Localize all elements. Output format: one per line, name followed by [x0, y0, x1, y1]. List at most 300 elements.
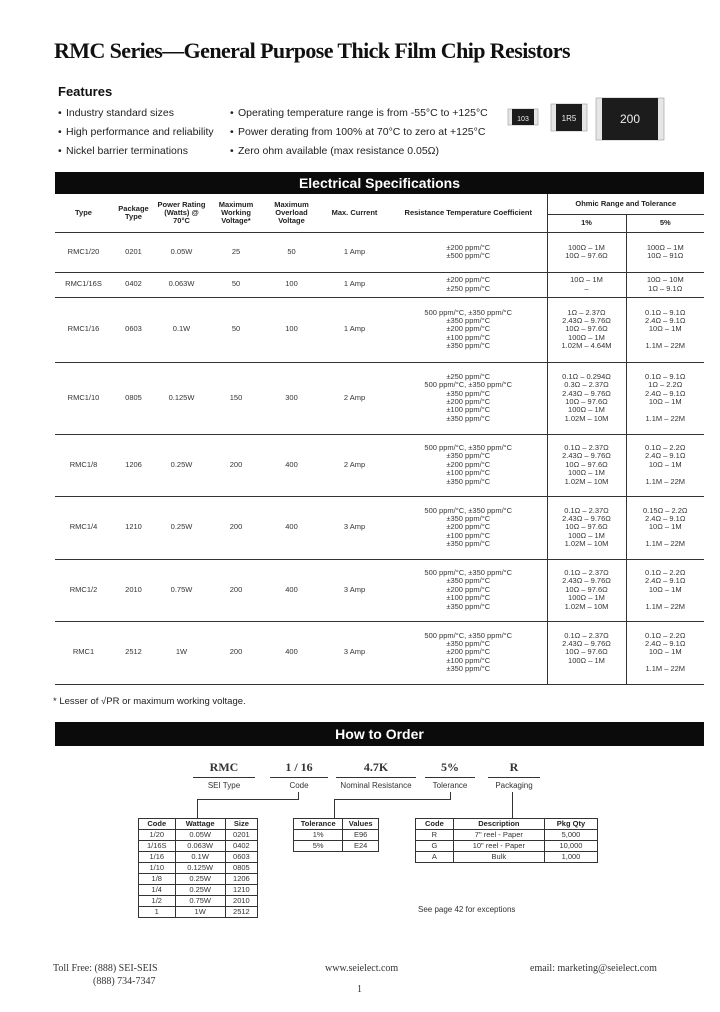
header-tc: Resistance Temperature Coefficient — [390, 194, 547, 232]
cell-voltage: 200 — [208, 559, 264, 621]
packaging-table-header: Pkg Qty — [544, 819, 597, 830]
cell-range-5pct — [626, 362, 704, 434]
spec-line: ±350 ppm/°C — [446, 341, 491, 351]
spec-line: 10Ω – 97.6Ω — [565, 397, 608, 406]
cell-range-5pct — [626, 496, 704, 559]
spec-line: 10Ω – 1M — [570, 275, 603, 285]
electrical-specifications-table — [55, 194, 704, 685]
packaging-row-cell: 10" reel - Paper — [453, 841, 544, 852]
spec-line: 2.43Ω – 9.76Ω — [562, 576, 611, 586]
chip-label: 1R5 — [561, 114, 577, 123]
cell-tc — [390, 434, 547, 496]
order-code-underline — [488, 777, 540, 778]
order-label-resistance: Nominal Resistance — [340, 781, 412, 790]
tolerance-row-cell: 1% — [294, 830, 343, 841]
spec-line: 0.15Ω – 2.2Ω — [642, 505, 688, 515]
cell-range-1pct — [547, 362, 626, 434]
code-row — [139, 907, 258, 918]
code-row — [139, 885, 258, 896]
spec-line: 2.43Ω – 9.76Ω — [562, 388, 611, 398]
cell-current: 1 Amp — [319, 272, 390, 297]
footnote: * Lesser of √PR or maximum working voltage. — [53, 696, 246, 707]
spec-line: ±100 ppm/°C — [446, 332, 491, 342]
code-row-cell: 0402 — [225, 841, 257, 852]
spec-row — [55, 297, 704, 362]
code-table-header: Size — [225, 819, 257, 830]
code-row-cell: 1/16S — [139, 841, 176, 852]
spec-line: 1Ω – 9.1Ω — [648, 283, 683, 293]
cell-current: 1 Amp — [319, 297, 390, 362]
footer-website-link[interactable]: www.seielect.com — [325, 963, 399, 974]
code-row-cell: 0201 — [225, 830, 257, 841]
code-row-cell: 1/16 — [139, 852, 176, 863]
spec-line: 500 ppm/°C, ±350 ppm/°C — [424, 307, 513, 317]
code-row-cell: 0.25W — [175, 874, 225, 885]
page-title: RMC Series—General Purpose Thick Film Chip Resistors — [54, 38, 570, 63]
cell-voltage: 200 — [208, 496, 264, 559]
exceptions-note: See page 42 for exceptions — [418, 905, 516, 914]
spec-row — [55, 434, 704, 496]
spec-line: ±350 ppm/°C — [446, 664, 491, 674]
feature-item: • Nickel barrier terminations — [58, 145, 188, 157]
spec-line: 2.4Ω – 9.1Ω — [645, 451, 686, 461]
spec-line: 10Ω – 1M — [648, 647, 682, 657]
spec-line: 500 ppm/°C, ±350 ppm/°C — [424, 380, 513, 390]
chip-label: 200 — [619, 112, 641, 126]
cell-voltage: 50 — [208, 272, 264, 297]
cell-tc — [390, 559, 547, 621]
spec-line: ±200 ppm/°C — [446, 275, 491, 285]
cell-package: 2010 — [112, 559, 155, 621]
code-row — [139, 852, 258, 863]
spec-line: 100Ω – 1M — [568, 655, 605, 665]
cell-power: 0.063W — [155, 272, 208, 297]
packaging-table-header: Description — [453, 819, 544, 830]
header-package: Package Type — [112, 194, 155, 232]
cell-range-1pct — [547, 434, 626, 496]
connector-line — [334, 799, 335, 818]
cell-range-5pct — [626, 434, 704, 496]
cell-voltage: 25 — [208, 232, 264, 272]
spec-line: ±350 ppm/°C — [446, 601, 491, 611]
cell-type: RMC1/20 — [55, 232, 112, 272]
packaging-row-cell: 10,000 — [544, 841, 597, 852]
code-row-cell: 1210 — [225, 885, 257, 896]
spec-line — [549, 665, 625, 673]
spec-line: 0.1Ω – 2.37Ω — [564, 568, 609, 578]
spec-line: ±100 ppm/°C — [446, 655, 491, 665]
spec-line: 10Ω – 91Ω — [647, 251, 684, 260]
code-row-cell: 0.25W — [175, 885, 225, 896]
spec-line: 0.1Ω – 2.37Ω — [564, 443, 609, 453]
packaging-row-cell: 1,000 — [544, 852, 597, 863]
spec-line: 1.02M – 10M — [564, 413, 609, 423]
code-row — [139, 896, 258, 907]
spec-line: 1.02M – 10M — [564, 539, 609, 549]
order-code-code: 1 / 16 — [285, 760, 313, 774]
tolerance-row-cell: 5% — [294, 841, 343, 852]
spec-line: 1.1M – 22M — [645, 341, 686, 351]
spec-line: ±350 ppm/°C — [446, 413, 491, 423]
cell-power: 0.125W — [155, 362, 208, 434]
cell-power: 0.25W — [155, 496, 208, 559]
spec-line: 10Ω – 10M — [646, 275, 684, 285]
spec-line: ±200 ppm/°C — [446, 242, 491, 252]
footer-phone: (888) 734-7347 — [93, 976, 156, 987]
cell-overload: 100 — [264, 272, 319, 297]
feature-item: • Operating temperature range is from -55°C to +125°C — [230, 107, 488, 119]
cell-package: 0201 — [112, 232, 155, 272]
packaging-table — [415, 818, 598, 863]
spec-line: ±200 ppm/°C — [446, 647, 491, 657]
code-row-cell: 0603 — [225, 852, 257, 863]
cell-power: 1W — [155, 621, 208, 684]
spec-line: 10Ω – 1M — [648, 522, 682, 532]
spec-line: 1Ω – 2.2Ω — [648, 380, 683, 390]
feature-text: Zero ohm available (max resistance 0.05Ω) — [238, 145, 440, 157]
spec-line: ±350 ppm/°C — [446, 451, 491, 461]
cell-voltage: 150 — [208, 362, 264, 434]
cell-range-1pct — [547, 272, 626, 297]
feature-item: • Zero ohm available (max resistance 0.05Ω) — [230, 145, 440, 157]
cell-tc — [390, 621, 547, 684]
spec-row — [55, 621, 704, 684]
tolerance-table-header: Values — [343, 819, 379, 830]
code-row-cell: 1/8 — [139, 874, 176, 885]
cell-package: 0805 — [112, 362, 155, 434]
code-row — [139, 841, 258, 852]
packaging-row-cell: G — [416, 841, 454, 852]
spec-line: 1.02M – 10M — [564, 476, 609, 486]
cell-overload: 400 — [264, 496, 319, 559]
spec-line: 1.1M – 22M — [645, 476, 686, 486]
order-label-packaging: Packaging — [495, 781, 533, 790]
spec-line: ±350 ppm/°C — [446, 638, 491, 648]
header-power: Power Rating (Watts) @ 70°C — [155, 194, 208, 232]
code-row-cell: 2512 — [225, 907, 257, 918]
code-row-cell: 0.05W — [175, 830, 225, 841]
code-row-cell: 1/4 — [139, 885, 176, 896]
spec-line: 10Ω – 1M — [648, 459, 682, 469]
spec-line: 1.02M – 4.64M — [561, 341, 612, 351]
packaging-row-cell: A — [416, 852, 454, 863]
tolerance-row — [294, 830, 379, 841]
cell-power: 0.75W — [155, 559, 208, 621]
tolerance-row-cell: E24 — [343, 841, 379, 852]
cell-overload: 50 — [264, 232, 319, 272]
header-type: Type — [55, 194, 112, 232]
cell-tc — [390, 232, 547, 272]
spec-line: 1.02M – 10M — [564, 601, 609, 611]
spec-line: 10Ω – 97.6Ω — [565, 459, 608, 469]
spec-line: 0.1Ω – 2.37Ω — [564, 505, 609, 515]
order-code-sei-type: RMC — [209, 760, 239, 774]
spec-line: 0.3Ω – 2.37Ω — [564, 380, 609, 390]
spec-line: 500 ppm/°C, ±350 ppm/°C — [424, 505, 513, 515]
tolerance-row-cell: E96 — [343, 830, 379, 841]
order-code-underline — [336, 777, 416, 778]
spec-line: 100Ω – 1M — [646, 242, 684, 252]
spec-line: 0.1Ω – 2.2Ω — [645, 568, 686, 578]
spec-line: ±100 ppm/°C — [446, 468, 491, 478]
order-code-tolerance: 5% — [441, 760, 459, 774]
spec-line: 10Ω – 97.6Ω — [565, 522, 608, 532]
code-row-cell: 1W — [175, 907, 225, 918]
code-row-cell: 0.75W — [175, 896, 225, 907]
cell-overload: 300 — [264, 362, 319, 434]
spec-line: 2.4Ω – 9.1Ω — [645, 315, 686, 325]
cell-overload: 100 — [264, 297, 319, 362]
spec-line: 500 ppm/°C, ±350 ppm/°C — [424, 630, 513, 640]
cell-type: RMC1 — [55, 621, 112, 684]
code-row-cell: 0.125W — [175, 863, 225, 874]
spec-line: ±250 ppm/°C — [446, 283, 491, 293]
spec-line: 1.1M – 22M — [645, 413, 686, 423]
spec-line: 0.1Ω – 9.1Ω — [645, 307, 686, 317]
spec-line: ±350 ppm/°C — [446, 513, 491, 523]
cell-range-5pct — [626, 232, 704, 272]
order-code-underline — [193, 777, 255, 778]
tolerance-table — [293, 818, 379, 852]
spec-line: 10Ω – 97.6Ω — [565, 584, 608, 594]
spec-line: ±500 ppm/°C — [446, 251, 491, 260]
code-table-header: Wattage — [175, 819, 225, 830]
cell-type: RMC1/16S — [55, 272, 112, 297]
spec-line: ±100 ppm/°C — [446, 405, 491, 415]
cell-package: 0603 — [112, 297, 155, 362]
cell-range-1pct — [547, 496, 626, 559]
spec-line: – — [584, 283, 589, 293]
packaging-row-cell: Bulk — [453, 852, 544, 863]
order-code-packaging: R — [509, 760, 519, 774]
chip-resistors-image — [502, 96, 670, 144]
cell-type: RMC1/16 — [55, 297, 112, 362]
spec-line: 2.43Ω – 9.76Ω — [562, 513, 611, 523]
spec-line: 1Ω – 2.37Ω — [567, 307, 606, 317]
cell-range-5pct — [626, 272, 704, 297]
spec-line: 500 ppm/°C, ±350 ppm/°C — [424, 568, 513, 578]
spec-line: 10Ω – 1M — [648, 324, 682, 334]
features-heading: Features — [58, 84, 113, 99]
spec-line: 100Ω – 1M — [568, 468, 605, 478]
cell-overload: 400 — [264, 621, 319, 684]
cell-range-1pct — [547, 559, 626, 621]
spec-line: 100Ω – 1M — [568, 332, 605, 342]
spec-line: 10Ω – 97.6Ω — [565, 324, 608, 334]
header-tol-5: 5% — [626, 214, 704, 232]
header-tol-1: 1% — [547, 214, 626, 232]
feature-text: Nickel barrier terminations — [66, 145, 188, 157]
cell-type: RMC1/10 — [55, 362, 112, 434]
spec-line: 2.43Ω – 9.76Ω — [562, 315, 611, 325]
code-row-cell: 1/2 — [139, 896, 176, 907]
spec-row — [55, 362, 704, 434]
spec-line: 10Ω – 1M — [648, 397, 682, 406]
code-row-cell: 1/20 — [139, 830, 176, 841]
header-max-voltage: Maximum Working Voltage* — [208, 194, 264, 232]
cell-tc — [390, 272, 547, 297]
cell-range-5pct — [626, 297, 704, 362]
spec-line: ±200 ppm/°C — [446, 324, 491, 334]
spec-line: ±250 ppm/°C — [446, 371, 491, 381]
feature-text: Operating temperature range is from -55°C to +125°C — [238, 107, 488, 119]
packaging-row-cell: R — [416, 830, 454, 841]
order-label-code: Code — [289, 781, 309, 790]
feature-item: • Industry standard sizes — [58, 107, 174, 119]
spec-line: ±100 ppm/°C — [446, 593, 491, 603]
electrical-specifications-header: Electrical Specifications — [55, 172, 704, 194]
header-overload: Maximum Overload Voltage — [264, 194, 319, 232]
cell-package: 0402 — [112, 272, 155, 297]
code-row-cell: 1206 — [225, 874, 257, 885]
cell-package: 2512 — [112, 621, 155, 684]
chip-label: 103 — [517, 116, 529, 123]
cell-voltage: 200 — [208, 621, 264, 684]
cell-current: 2 Amp — [319, 434, 390, 496]
spec-line: ±350 ppm/°C — [446, 576, 491, 586]
connector-line — [298, 792, 299, 799]
code-row-cell: 1 — [139, 907, 176, 918]
connector-line — [197, 799, 198, 818]
spec-line: 2.43Ω – 9.76Ω — [562, 638, 611, 648]
spec-line: 500 ppm/°C, ±350 ppm/°C — [424, 443, 513, 453]
order-code-underline — [425, 777, 475, 778]
spec-line: ±350 ppm/°C — [446, 388, 491, 398]
spec-line: 0.1Ω – 9.1Ω — [645, 371, 686, 381]
how-to-order-header: How to Order — [55, 722, 704, 746]
spec-line: ±350 ppm/°C — [446, 315, 491, 325]
packaging-table-header: Code — [416, 819, 454, 830]
spec-line: 2.43Ω – 9.76Ω — [562, 451, 611, 461]
spec-line: 2.4Ω – 9.1Ω — [645, 576, 686, 586]
spec-line: ±350 ppm/°C — [446, 539, 491, 549]
code-row-cell: 0805 — [225, 863, 257, 874]
cell-power: 0.05W — [155, 232, 208, 272]
code-row-cell: 1/10 — [139, 863, 176, 874]
cell-type: RMC1/2 — [55, 559, 112, 621]
spec-line: 10Ω – 1M — [648, 584, 682, 594]
footer-tollfree: Toll Free: (888) SEI-SEIS — [53, 963, 158, 974]
feature-text: Industry standard sizes — [66, 107, 174, 119]
spec-line: ±200 ppm/°C — [446, 397, 491, 406]
spec-line: ±350 ppm/°C — [446, 476, 491, 486]
cell-range-1pct — [547, 621, 626, 684]
spec-line: 1.1M – 22M — [645, 601, 686, 611]
spec-row — [55, 496, 704, 559]
code-row — [139, 874, 258, 885]
packaging-row-cell: 5,000 — [544, 830, 597, 841]
connector-line — [450, 792, 451, 799]
spec-line: 2.4Ω – 9.1Ω — [645, 638, 686, 648]
cell-package: 1206 — [112, 434, 155, 496]
order-label-sei-type: SEI Type — [207, 781, 241, 790]
cell-overload: 400 — [264, 434, 319, 496]
spec-line: 1.1M – 22M — [645, 664, 686, 674]
cell-current: 2 Amp — [319, 362, 390, 434]
cell-range-1pct — [547, 232, 626, 272]
spec-line: 0.1Ω – 2.2Ω — [645, 443, 686, 453]
tolerance-table-header: Tolerance — [294, 819, 343, 830]
code-table — [138, 818, 258, 918]
packaging-row — [416, 830, 598, 841]
order-code-resistance: 4.7K — [363, 760, 389, 774]
cell-current: 3 Amp — [319, 496, 390, 559]
packaging-row — [416, 841, 598, 852]
spec-line: 10Ω – 97.6Ω — [565, 251, 608, 260]
cell-type: RMC1/4 — [55, 496, 112, 559]
packaging-row-cell: 7" reel - Paper — [453, 830, 544, 841]
cell-range-5pct — [626, 559, 704, 621]
order-code-underline — [270, 777, 328, 778]
cell-voltage: 200 — [208, 434, 264, 496]
spec-line: 0.1Ω – 2.37Ω — [564, 630, 609, 640]
spec-row — [55, 559, 704, 621]
cell-range-1pct — [547, 297, 626, 362]
spec-line: ±200 ppm/°C — [446, 584, 491, 594]
connector-line — [512, 792, 513, 818]
cell-overload: 400 — [264, 559, 319, 621]
cell-tc — [390, 362, 547, 434]
cell-package: 1210 — [112, 496, 155, 559]
code-row-cell: 0.063W — [175, 841, 225, 852]
feature-item: • High performance and reliability — [58, 126, 214, 138]
feature-item: • Power derating from 100% at 70°C to zero at +125°C — [230, 126, 486, 138]
code-row — [139, 863, 258, 874]
spec-line: 100Ω – 1M — [568, 593, 605, 603]
spec-line: ±100 ppm/°C — [446, 530, 491, 540]
connector-line — [197, 799, 299, 800]
code-row — [139, 830, 258, 841]
spec-line: 100Ω – 1M — [568, 530, 605, 540]
spec-row — [55, 272, 704, 297]
spec-line: 1.1M – 22M — [645, 539, 686, 549]
cell-tc — [390, 496, 547, 559]
order-label-tolerance: Tolerance — [432, 781, 468, 790]
cell-range-5pct — [626, 621, 704, 684]
cell-power: 0.25W — [155, 434, 208, 496]
cell-current: 3 Amp — [319, 559, 390, 621]
cell-power: 0.1W — [155, 297, 208, 362]
spec-line: ±200 ppm/°C — [446, 522, 491, 532]
spec-line: 10Ω – 97.6Ω — [565, 647, 608, 657]
spec-row — [55, 232, 704, 272]
spec-line: 0.1Ω – 0.294Ω — [562, 371, 611, 381]
page-number: 1 — [357, 984, 362, 995]
code-row-cell: 0.1W — [175, 852, 225, 863]
cell-current: 3 Amp — [319, 621, 390, 684]
header-current: Max. Current — [319, 194, 390, 232]
spec-line: 100Ω – 1M — [568, 242, 605, 252]
header-ohmic: Ohmic Range and Tolerance — [547, 194, 704, 214]
code-table-header: Code — [139, 819, 176, 830]
spec-line: 0.1Ω – 2.2Ω — [645, 630, 686, 640]
spec-line: 2.4Ω – 9.1Ω — [645, 388, 686, 398]
cell-tc — [390, 297, 547, 362]
feature-text: Power derating from 100% at 70°C to zero at +125°C — [238, 126, 486, 138]
cell-voltage: 50 — [208, 297, 264, 362]
packaging-row — [416, 852, 598, 863]
feature-text: High performance and reliability — [66, 126, 214, 138]
spec-line: 2.4Ω – 9.1Ω — [645, 513, 686, 523]
footer-email-link[interactable]: email: marketing@seielect.com — [530, 963, 657, 974]
cell-current: 1 Amp — [319, 232, 390, 272]
tolerance-row — [294, 841, 379, 852]
spec-line: 100Ω – 1M — [568, 405, 605, 415]
connector-line — [334, 799, 451, 800]
spec-line: ±200 ppm/°C — [446, 459, 491, 469]
code-row-cell: 2010 — [225, 896, 257, 907]
cell-type: RMC1/8 — [55, 434, 112, 496]
